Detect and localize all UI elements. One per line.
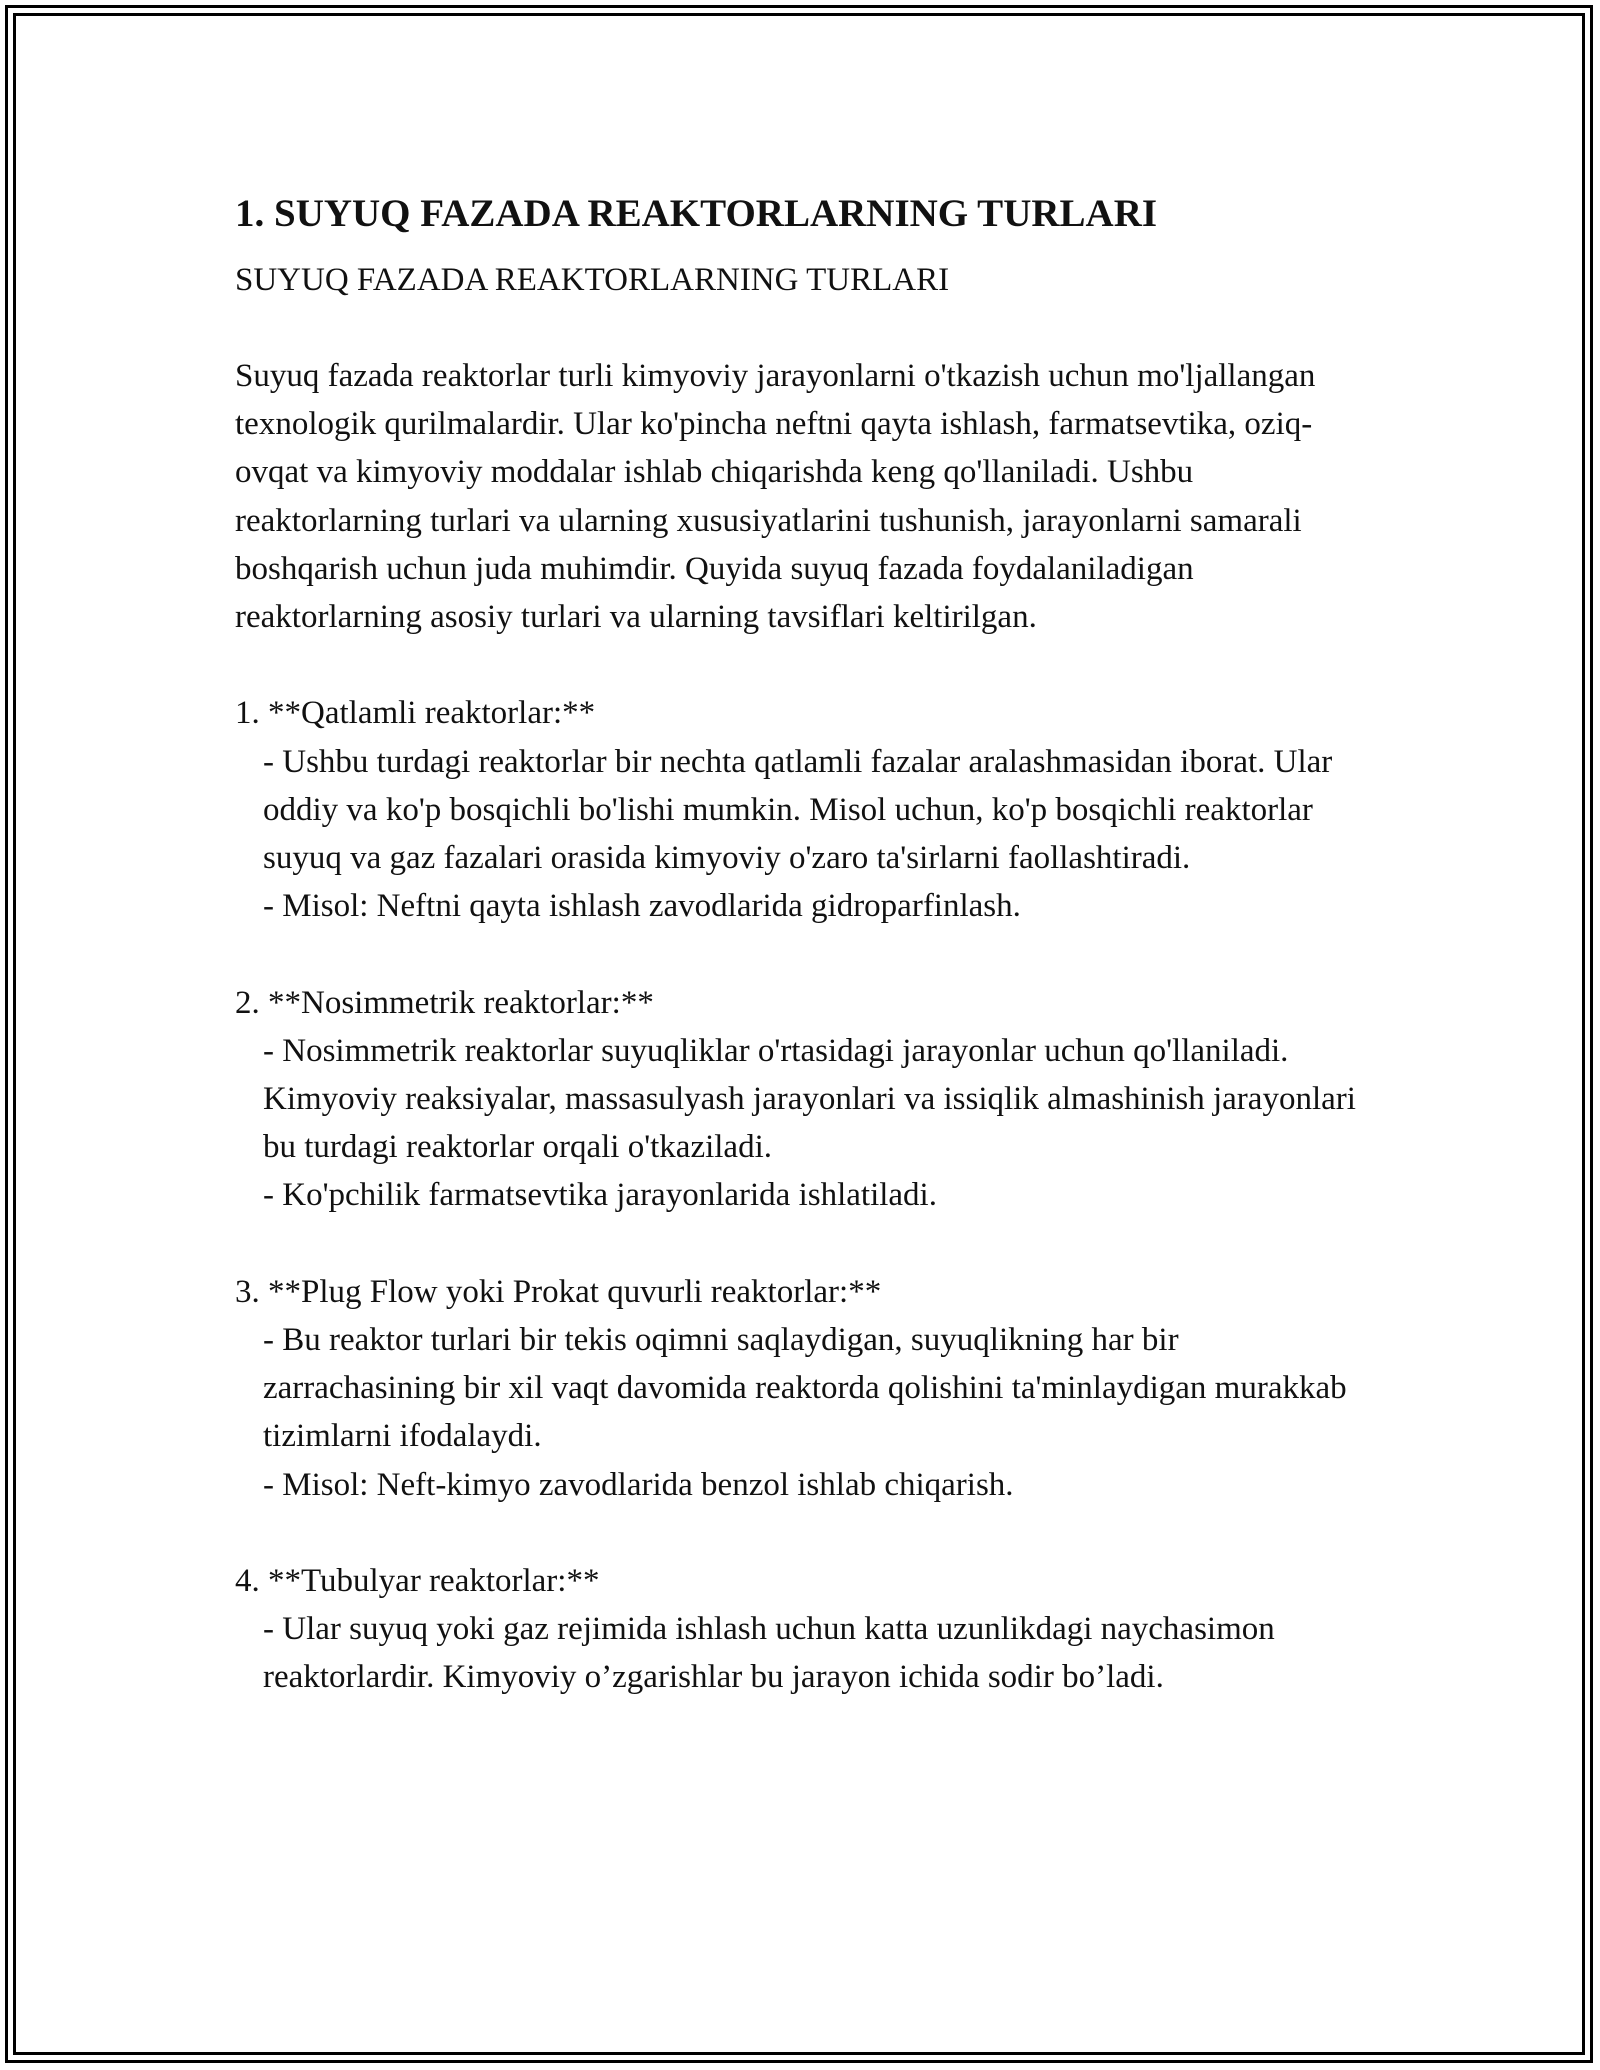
page-title: 1. SUYUQ FAZADA REAKTORLARNING TURLARI xyxy=(235,192,1158,235)
section-heading: 2. **Nosimmetrik reaktorlar:** xyxy=(235,984,654,1021)
paragraph-gap xyxy=(235,641,1375,689)
section-heading: 3. **Plug Flow yoki Prokat quvurli reaktorlar:** xyxy=(235,1273,882,1310)
section-heading: 4. **Tubulyar reaktorlar:** xyxy=(235,1563,600,1600)
section-example: - Misol: Neft-kimyo zavodlarida benzol ishlab chiqarish. xyxy=(263,1466,1014,1503)
section-description: - Bu reaktor turlari bir tekis oqimni saqlaydigan, suyuqlikning har bir zarrachasining bir xil vaqt davomida reaktorda qolishini ta'minlaydigan murakkab tizimlarni ifodalaydi. xyxy=(263,1322,1355,1455)
section-description: - Nosimmetrik reaktorlar suyuqliklar o'rtasidagi jarayonlar uchun qo'llaniladi. Kimyoviy reaksiyalar, massasulyash jarayonlari va issiqlik almashinish jarayonlari bu turdagi reaktorlar orqali o'tkaziladi. xyxy=(263,1032,1365,1166)
intro-paragraph: Suyuq fazada reaktorlar turli kimyoviy jarayonlarni o'tkazish uchun mo'ljallangan texnologik qurilmalardir. Ular ko'pincha neftni qayta ishlash, farmatsevtika, oziq-ovqat va kimyoviy moddalar ishlab chiqarishda keng qo'llaniladi. Ushbu reaktorlarning turlari va ularning xususiyatlarini tushunish, jarayonlarni samarali boshqarish uchun juda muhimdir. Quyida suyuq fazada foydalaniladigan reaktorlarning asosiy turlari va ularning tavsiflari keltirilgan. xyxy=(235,358,1324,636)
section-example: - Ko'pchilik farmatsevtika jarayonlarida ishlatiladi. xyxy=(263,1177,937,1214)
paragraph-gap xyxy=(235,930,1375,978)
section-example: - Misol: Neftni qayta ishlash zavodlarida gidroparfinlash. xyxy=(263,888,1021,925)
section-description: - Ular suyuq yoki gaz rejimida ishlash uchun katta uzunlikdagi naychasimon reaktorlardir. Kimyoviy o’zgarishlar bu jarayon ichida sodir bo’ladi. xyxy=(263,1611,1284,1696)
section-heading: 1. **Qatlamli reaktorlar:** xyxy=(235,695,596,732)
paragraph-gap xyxy=(235,1509,1375,1557)
paragraph-gap xyxy=(235,1220,1375,1268)
page-subtitle: SUYUQ FAZADA REAKTORLARNING TURLARI xyxy=(235,262,950,298)
document-body xyxy=(235,188,1375,1702)
section-description: - Ushbu turdagi reaktorlar bir nechta qatlamli fazalar aralashmasidan iborat. Ular oddiy va ko'p bosqichli bo'lishi mumkin. Misol uchun, ko'p bosqichli reaktorlar suyuq va gaz fazalari orasida kimyoviy o'zaro ta'sirlarni faollashtiradi. xyxy=(263,743,1341,877)
